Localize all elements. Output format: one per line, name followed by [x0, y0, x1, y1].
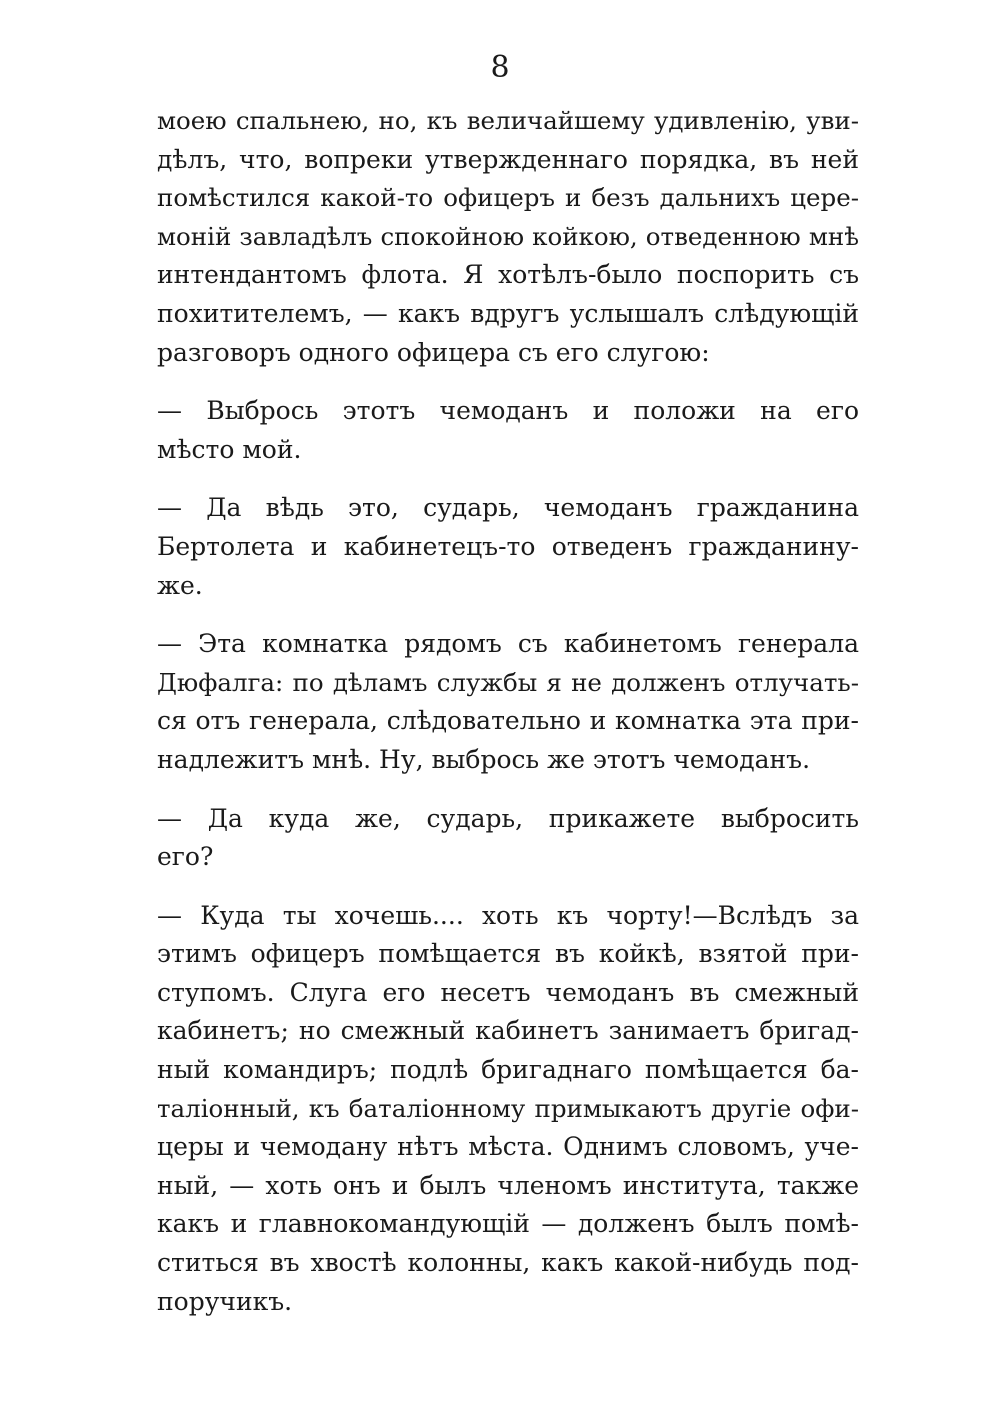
text-line: этимъ офицеръ помѣщается въ койкѣ, взятой при- [157, 939, 859, 969]
text-line: какъ и главнокомандующій — долженъ былъ помѣ- [157, 1209, 859, 1239]
text-line: моею спальнею, но, къ величайшему удивленію, уви- [157, 106, 859, 135]
text-line: церы и чемодану нѣтъ мѣста. Однимъ словомъ, уче- [157, 1132, 859, 1162]
text-line: похитителемъ, — какъ вдругъ услышалъ слѣдующій [157, 298, 859, 328]
paragraph-narration [157, 102, 859, 372]
text-line: ступомъ. Слуга его несетъ чемоданъ въ смежный [157, 977, 859, 1007]
text-line: помѣстился какой-то офицеръ и безъ дальнихъ цере- [157, 183, 859, 213]
text-line: же. [157, 570, 203, 600]
text-line: мѣсто мой. [157, 434, 302, 464]
text-line: ститься въ хвостѣ колонны, какъ какой-нибудь под- [157, 1248, 859, 1278]
text-line: ный, — хоть онъ и былъ членомъ института, также [157, 1170, 859, 1200]
text-line: поручикъ. [157, 1286, 293, 1316]
paragraph-dialogue [157, 800, 859, 877]
text-line: надлежитъ мнѣ. Ну, выбрось же этотъ чемоданъ. [157, 744, 811, 774]
page-body [157, 102, 859, 1321]
paragraph-dialogue [157, 392, 859, 469]
text-line: дѣлъ, что, вопреки утвержденнаго порядка, въ ней [157, 144, 859, 174]
text-line: — Да вѣдь это, сударь, чемоданъ гражданина [157, 493, 859, 523]
text-line: интендантомъ флота. Я хотѣлъ-было поспорить съ [157, 260, 859, 290]
text-line: — Да куда же, сударь, прикажете выбросить [157, 803, 859, 833]
text-line: ся отъ генерала, слѣдовательно и комнатка эта при- [157, 706, 859, 736]
text-line: — Выбрось этотъ чемоданъ и положи на его [157, 396, 859, 426]
text-line: — Куда ты хочешь.... хоть къ чорту!—Вслѣдъ за [157, 900, 859, 930]
text-line: его? [157, 842, 214, 872]
text-line: таліонный, къ баталіонному примыкаютъ другіе офи- [157, 1093, 859, 1123]
text-line: моній завладѣлъ спокойною койкою, отведенною мнѣ [157, 221, 859, 251]
text-line: кабинетъ; но смежный кабинетъ занимаетъ бригад- [157, 1016, 859, 1046]
text-line: Бертолета и кабинетецъ-то отведенъ гражданину- [157, 531, 859, 561]
text-line: — Эта комнатка рядомъ съ кабинетомъ генерала [157, 629, 859, 659]
paragraph-dialogue [157, 897, 859, 1322]
paragraph-dialogue [157, 489, 859, 605]
text-line: ный командиръ; подлѣ бригаднаго помѣщается ба- [157, 1055, 859, 1085]
page-number: 8 [490, 50, 510, 85]
text-line: Дюфалга: по дѣламъ службы я не долженъ отлучать- [157, 667, 859, 697]
paragraph-dialogue [157, 625, 859, 779]
text-line: разговоръ одного офицера съ его слугою: [157, 337, 710, 367]
